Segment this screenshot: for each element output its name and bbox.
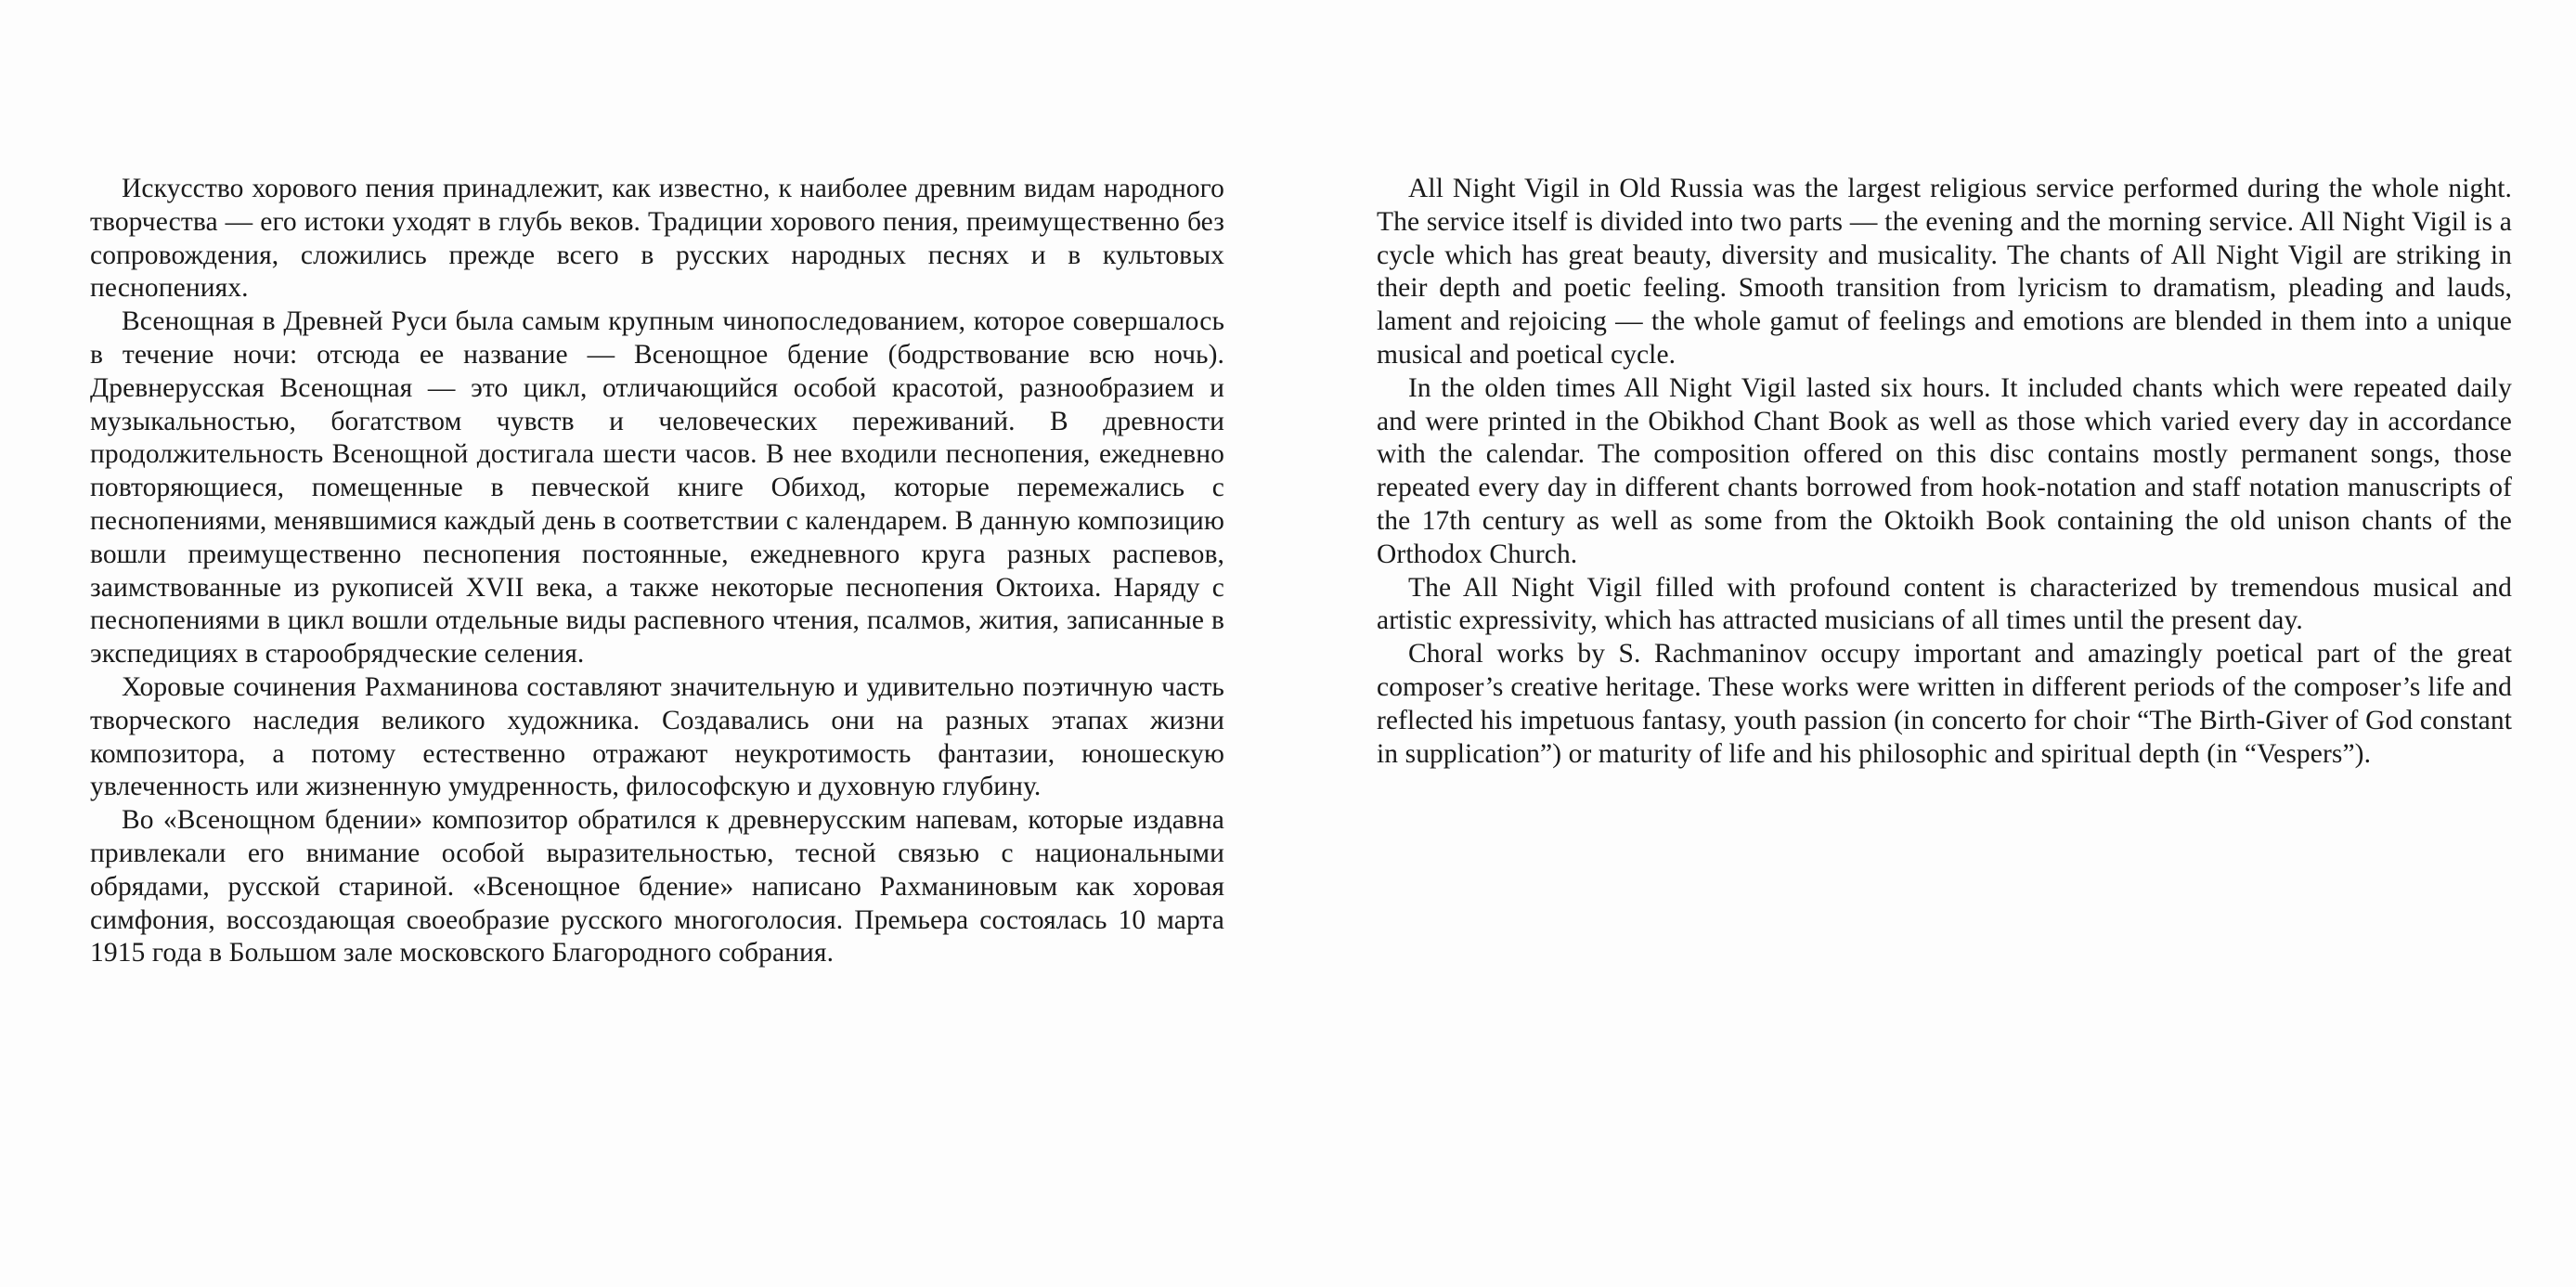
- english-text-column: [1377, 173, 2512, 771]
- english-paragraph-3: The All Night Vigil filled with profound content is characterized by tremendous musical and artistic expressivity, which has attracted musicians of all times until the present day.: [1377, 572, 2512, 636]
- russian-paragraph-1: Искусство хорового пения принадлежит, как известно, к наиболее древним видам народного творчества — его истоки уходят в глубь веков. Традиции хорового пения, преимущественно без сопровождения, сложились прежде всего в русских народных песнях и в культовых песнопениях.: [90, 174, 1224, 304]
- english-paragraph-4: Choral works by S. Rachmaninov occupy important and amazingly poetical part of the great composer’s creative heritage. These works were written in different periods of the composer’s life and reflected his impetuous fantasy, youth passion (in concerto for choir “The Birth-Giver of God constant in supplication”) or maturity of life and his philosophic and spiritual depth (in “Vespers”).: [1377, 639, 2512, 769]
- english-paragraph-2: In the olden times All Night Vigil lasted six hours. It included chants which were repeated daily and were printed in the Obikhod Chant Book as well as those which varied every day in accordance with the calendar. The composition offered on this disc contains mostly permanent songs, those repeated every day in different chants borrowed from hook-notation and staff notation manuscripts of the 17th century as well as some from the Oktoikh Book containing the old unison chants of the Orthodox Church.: [1377, 372, 2512, 569]
- english-paragraph-1: All Night Vigil in Old Russia was the largest religious service performed during the whole night. The service itself is divided into two parts — the evening and the morning service. All Night Vigil is a cycle which has great beauty, diversity and musicality. The chants of All Night Vigil are striking in their depth and poetic feeling. Smooth transition from lyricism to dramatism, pleading and lauds, lament and rejoicing — the whole gamut of feelings and emotions are blended in them into a unique musical and poetical cycle.: [1377, 174, 2512, 370]
- russian-paragraph-4: Во «Всенощном бдении» композитор обратился к древнерусским напевам, которые издавна привлекали его внимание особой выразительностью, тесной связью с национальными обрядами, русской стариной. «Всенощное бдение» написано Рахманиновым как хоровая симфония, воссоздающая своеобразие русского многоголосия. Премьера состоялась 10 марта 1915 года в Большом зале московского Благородного собрания.: [90, 805, 1224, 968]
- russian-paragraph-2: Всенощная в Древней Руси была самым крупным чинопоследованием, которое совершалось в течение ночи: отсюда ее название — Всенощное бдение (бодрствование всю ночь). Древнерусская Всенощная — это цикл, отличающийся особой красотой, разнообразием и музыкальностью, богатством чувств и человеческих переживаний. В древности продолжительность Всенощной достигала шести часов. В нее входили песнопения, ежедневно повторяющиеся, помещенные в певческой книге Обиход, которые перемежались с песнопениями, менявшимися каждый день в соответствии с календарем. В данную композицию вошли преимущественно песнопения постоянные, ежедневного круга разных распевов, заимствованные из рукописей XVII века, а также некоторые песнопения Октоиха. Наряду с песнопениями в цикл вошли отдельные виды распевного чтения, псалмов, жития, записанные в экспедициях в старообрядческие селения.: [90, 306, 1224, 670]
- russian-text-column: [90, 173, 1224, 970]
- russian-paragraph-3: Хоровые сочинения Рахманинова составляют значительную и удивительно поэтичную часть творческого наследия великого художника. Создавались они на разных этапах жизни композитора, а потому естественно отражают неукротимость фантазии, юношескую увлеченность или жизненную умудренность, философскую и духовную глубину.: [90, 671, 1224, 802]
